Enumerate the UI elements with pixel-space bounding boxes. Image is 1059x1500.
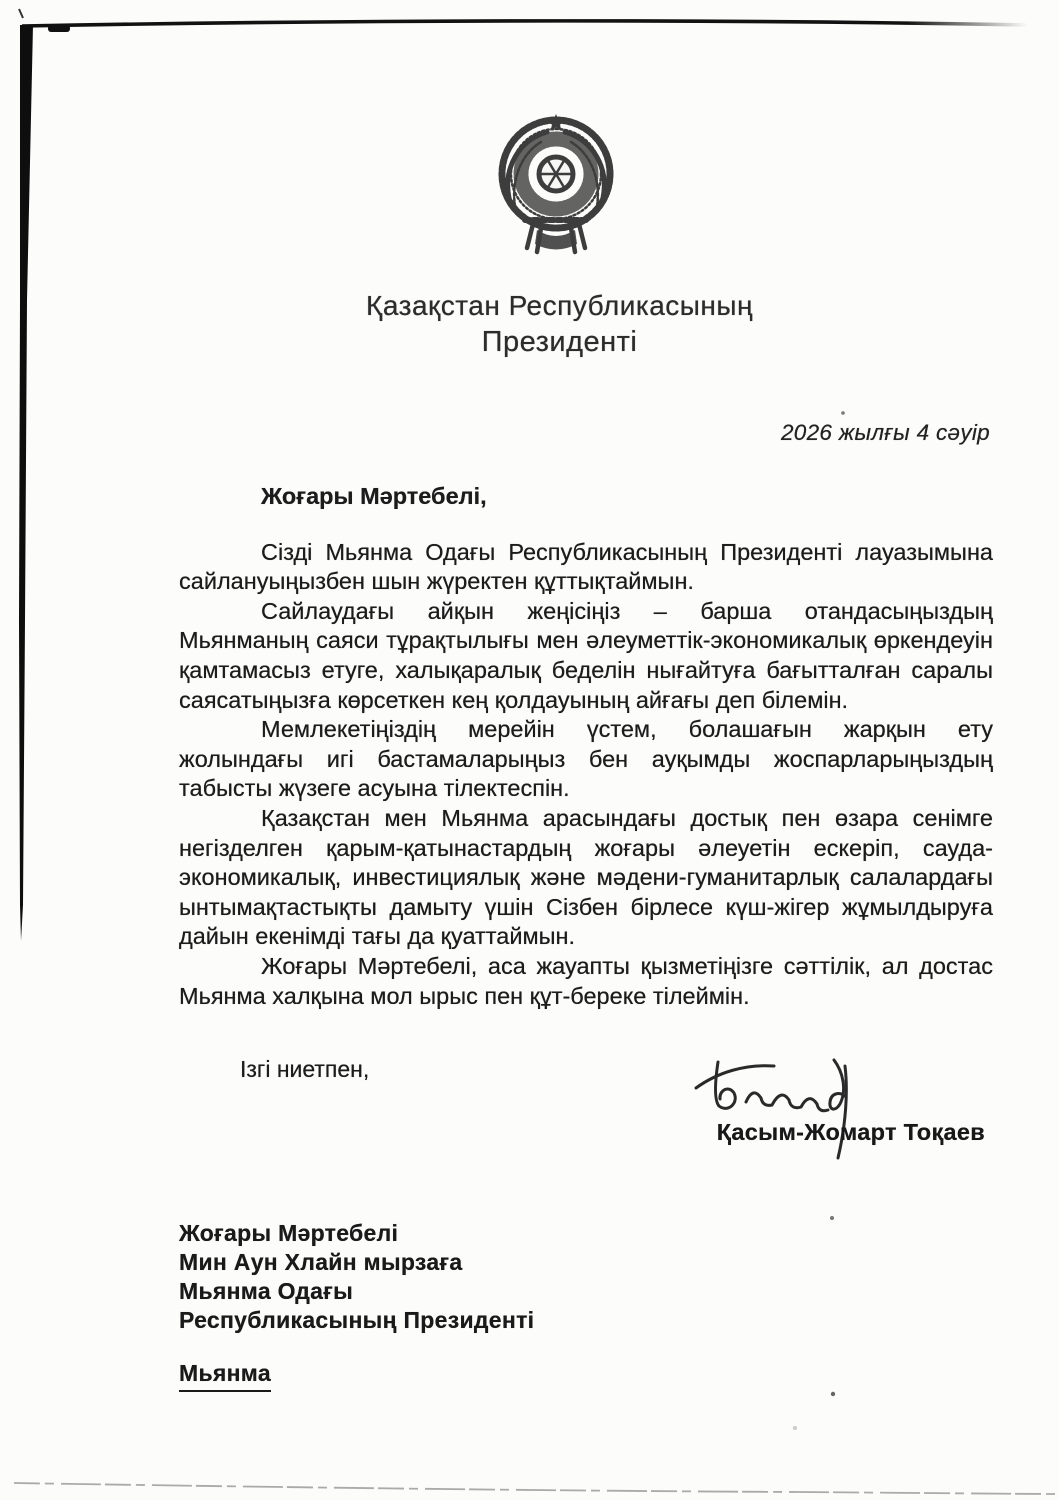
paragraph: Жоғары Мәртебелі, аса жауапты қызметіңізге сәттілік, ал достас Мьянма халқына мол ырыс пен құт-береке тілеймін. — [179, 952, 993, 1009]
recipient-line: Жоғары Мәртебелі — [179, 1220, 399, 1246]
recipient-line: Республикасының Президенті — [179, 1307, 535, 1333]
paragraph: Қазақстан мен Мьянма арасындағы достық пен өзара сенімге негізделген қарым-қатынастардың жоғары әлеуетін ескеріп, сауда-экономикалық, инвестициялық және мәдени-гуманитарлық салалардағы ынтымақтастықты дамыту үшін Сізбен бірлесе күш-жігер жұмылдыруға дайын екенімді тағы да қуаттаймын. — [179, 804, 993, 950]
letter-body — [179, 482, 993, 1011]
signer-name: Қасым-Жомарт Тоқаев — [716, 1119, 985, 1145]
paragraph: Мемлекетіңіздің мерейін үстем, болашағын жарқын ету жолындағы игі бастамаларыңыз бен ауқымды жоспарларыңыздың табысты жүзеге асуына тілектеспін. — [179, 716, 993, 802]
signature-icon — [688, 1046, 893, 1166]
letter-date: 2026 жылғы 4 сәуір — [780, 420, 990, 445]
paragraph: Сізді Мьянма Одағы Республикасының Президенті лауазымына сайлануыңызбен шын жүректен құттықтаймын. — [179, 538, 993, 595]
recipient-block — [179, 1219, 534, 1335]
letterhead-org-line1: Қазақстан Республикасының — [366, 290, 753, 321]
closing-phrase: Ізгі ниетпен, — [240, 1056, 370, 1082]
salutation: Жоғары Мәртебелі, — [261, 483, 487, 509]
recipient-line: Мин Аун Хлайн мырзаға — [179, 1249, 463, 1275]
kazakhstan-state-emblem-icon — [489, 110, 623, 260]
recipient-country: Мьянма — [179, 1360, 271, 1392]
recipient-line: Мьянма Одағы — [179, 1278, 354, 1304]
letterhead-org-line2: Президенті — [481, 326, 638, 358]
paragraph: Сайлаудағы айқын жеңісіңіз – барша отандасыңыздың Мьянманың саяси тұрақтылығы мен әлеуметтік-экономикалық өркендеуін қамтамасыз етуге, халықаралық беделін нығайтуға бағытталған саралы саясатыңызға көрсеткен кең қолдауының айғағы деп білемін. — [179, 597, 993, 713]
